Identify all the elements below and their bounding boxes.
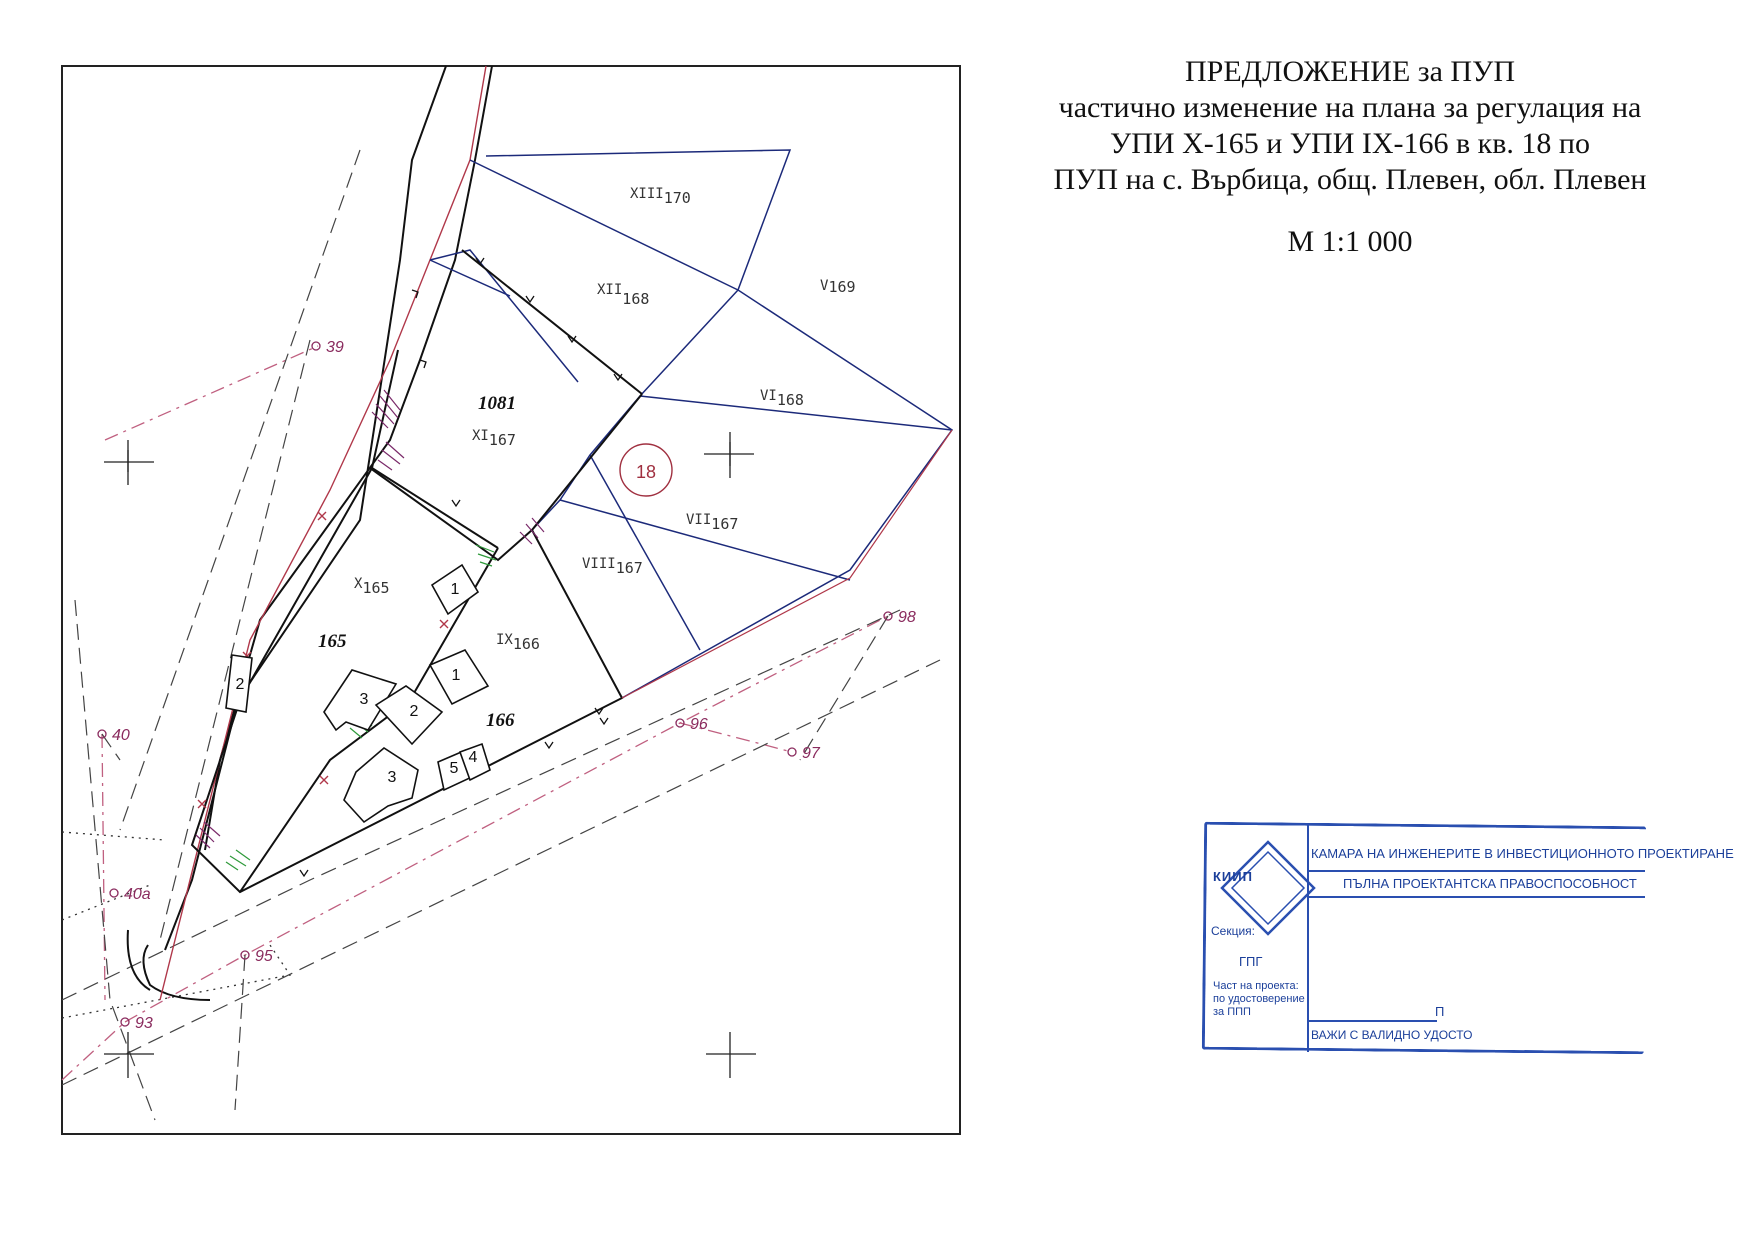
grid-crosses	[104, 432, 756, 1078]
upi-label: XII168	[597, 282, 650, 308]
building	[344, 748, 418, 822]
stamp-logo-text: КИИП	[1213, 869, 1253, 884]
upi-label: VII167	[686, 512, 739, 533]
survey-point-label: 97	[802, 745, 820, 762]
stamp-rule	[1307, 870, 1645, 872]
upi-label: VI168	[760, 388, 804, 409]
block-number-label: 18	[635, 462, 657, 482]
survey-point-label: 40	[112, 727, 130, 744]
stamp-rule	[1307, 896, 1645, 898]
title-line-1: ПРЕДЛОЖЕНИЕ за ПУП	[1185, 55, 1515, 88]
stamp-section: ГПГ	[1239, 954, 1263, 969]
stamp-part-label: Част на проекта: по удостоверение за ППП	[1213, 980, 1305, 1018]
survey-point-label: 93	[135, 1015, 153, 1032]
building-label: 2	[409, 703, 419, 720]
building-label: 2	[235, 676, 245, 693]
survey-point-label: 39	[326, 339, 344, 356]
stamp-logo-icon	[1218, 838, 1318, 938]
title-line-2: частично изменение на плана за регулация на	[1058, 91, 1642, 124]
upi-label: VIII167	[582, 556, 643, 577]
survey-traverse	[62, 346, 888, 1080]
stamp-org: КАМАРА НА ИНЖЕНЕРИТЕ В ИНВЕСТИЦИОННОТО ПРОЕКТИРАНЕ	[1311, 846, 1734, 861]
building-label: 1	[450, 581, 460, 598]
cadastral-id: 1081	[478, 393, 516, 414]
survey-point-label: 95	[255, 948, 273, 965]
building-label: 4	[468, 749, 478, 766]
building-label: 3	[359, 691, 369, 708]
regulation-lines	[192, 250, 642, 892]
property-lines	[430, 150, 952, 698]
stamp-section-label: Секция:	[1211, 924, 1255, 938]
building-label: 1	[451, 667, 461, 684]
title-line-3: УПИ Х-165 и УПИ IX-166 в кв. 18 по	[1110, 127, 1590, 160]
map-frame	[62, 66, 960, 1134]
upi-label: XIII170	[630, 186, 691, 207]
stamp-p: П	[1435, 1004, 1445, 1019]
upi-label: IX166	[496, 632, 540, 653]
building-label: 3	[387, 769, 397, 786]
upi-label: V169	[820, 278, 856, 296]
buildings	[226, 565, 490, 822]
building-label: 5	[449, 760, 459, 777]
survey-point-label: 96	[690, 716, 708, 733]
title-line-4: ПУП на с. Върбица, общ. Плевен, обл. Плевен	[1053, 163, 1647, 196]
upi-label: X165	[354, 576, 390, 597]
upi-label: XI167	[472, 428, 516, 449]
stamp-capacity: ПЪЛНА ПРОЕКТАНТСКА ПРАВОСПОСОБНОСТ	[1343, 876, 1637, 891]
stamp-rule	[1307, 1020, 1437, 1022]
cadastral-id: 166	[486, 710, 515, 731]
survey-point-label: 98	[898, 609, 916, 626]
survey-point-label: 40а	[124, 886, 151, 903]
block-number	[620, 444, 672, 496]
scale-label: М 1:1 000	[1287, 225, 1413, 258]
engineer-stamp	[1203, 824, 1734, 1052]
dotted-lines	[62, 832, 290, 1018]
stamp-validity: ВАЖИ С ВАЛИДНО УДОСТО	[1311, 1028, 1473, 1042]
title-block	[1010, 54, 1690, 260]
upi-labels	[354, 186, 856, 653]
cadastral-id: 165	[318, 631, 347, 652]
road	[128, 66, 492, 1000]
